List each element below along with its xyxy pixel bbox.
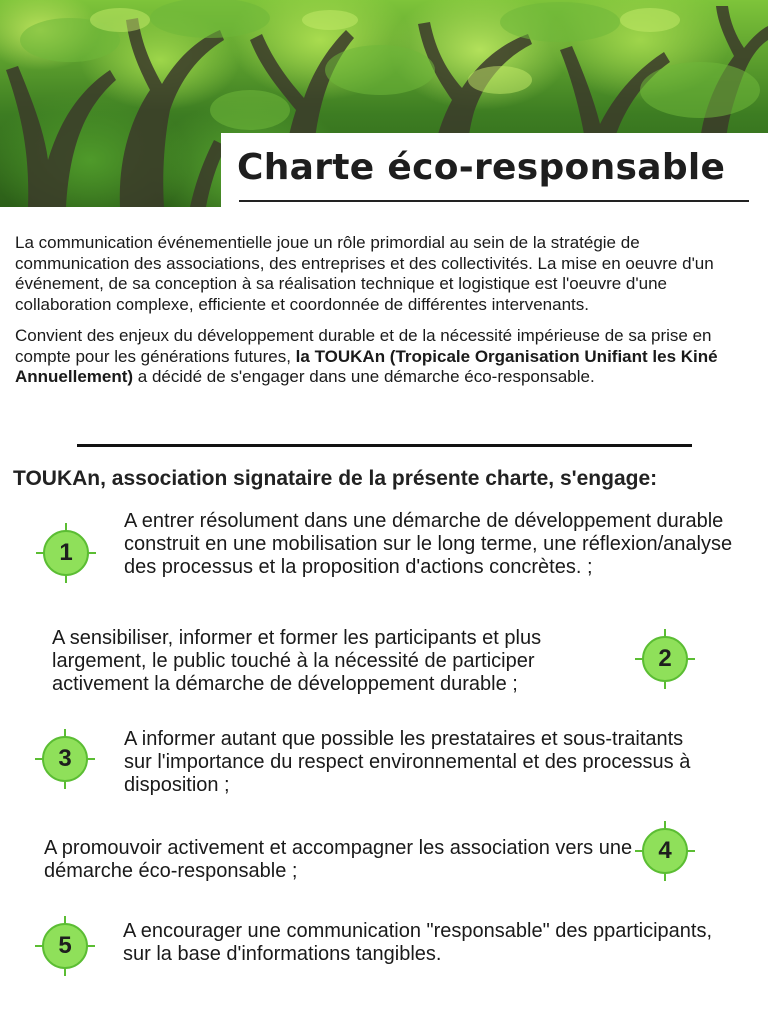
intro-paragraph-2-end: a décidé de s'engager dans une démarche éco-responsable.	[133, 367, 595, 386]
intro-paragraph-1: La communication événementielle joue un rôle primordial au sein de la stratégie de communication des associations, des entreprises et des collectivités. La mise en oeuvre d'un événement, de sa conception à sa réalisation technique et logistique est l'oeuvre d'une collaboration complexe, efficiente et coordonnée de différentes intervenants.	[15, 233, 714, 314]
number-badge-4	[635, 821, 695, 881]
number-badge-1	[36, 523, 96, 583]
intro-paragraph-2	[15, 326, 755, 388]
number-badge-5	[35, 916, 95, 976]
badge-number: 1	[59, 539, 73, 566]
commitment-text-5: A encourager une communication "responsable" des pparticipants, sur la base d'informations tangibles.	[123, 920, 712, 965]
title-banner	[221, 133, 768, 207]
badge-number: 3	[58, 745, 72, 772]
page-title: Charte éco-responsable	[237, 147, 726, 188]
intro-section	[15, 233, 755, 399]
commitments-heading: TOUKAn, association signataire de la présente charte, s'engage:	[13, 467, 658, 490]
commitment-text-2: A sensibiliser, informer et former les participants et plus largement, le public touché à la nécessité de participer activement la démarche de développement durable ;	[52, 627, 542, 695]
commitment-text-1: A entrer résolument dans une démarche de développement durable construit en une mobilisation sur le long terme, une réflexion/analyse des processus et la proposition d'actions concrètes. ;	[124, 510, 733, 578]
commitment-text-4: A promouvoir activement et accompagner les association vers une démarche éco-responsable ;	[44, 837, 633, 882]
number-badge-3	[35, 729, 95, 789]
intro-paragraph-2-start: Convient des enjeux du développement durable et de la nécessité impérieuse de sa prise en compte pour les générations futures,	[15, 326, 712, 366]
section-divider	[77, 444, 692, 447]
title-underline	[239, 200, 749, 202]
number-badge-2	[635, 629, 695, 689]
commitment-text-3: A informer autant que possible les prestataires et sous-traitants sur l'importance du respect environnemental et des processus à disposition ;	[124, 728, 691, 796]
hero-forest-image	[0, 0, 768, 207]
badge-number: 2	[658, 645, 672, 672]
badge-number: 4	[658, 837, 672, 864]
badge-number: 5	[58, 932, 72, 959]
organisation-name: la TOUKAn (Tropicale Organisation Unifiant les Kiné Annuellement)	[15, 346, 718, 386]
